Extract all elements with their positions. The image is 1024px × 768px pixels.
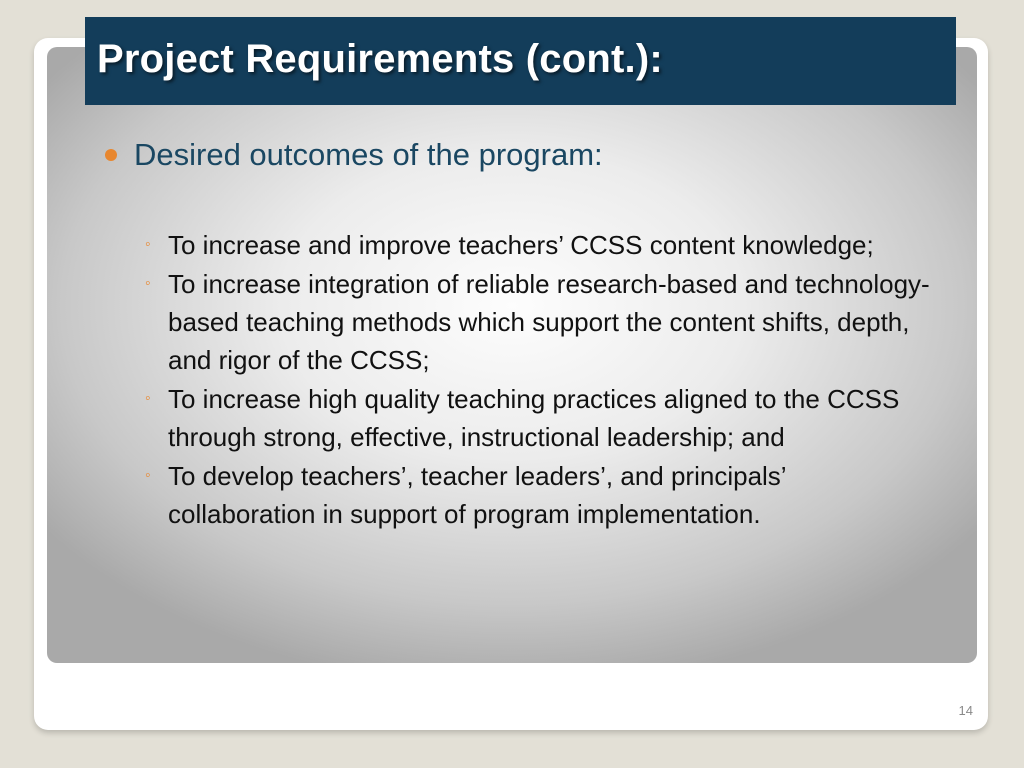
sub-bullet-text: To increase and improve teachers’ CCSS content knowledge; xyxy=(168,230,874,260)
slide-number: 14 xyxy=(958,703,973,718)
sub-bullet-item xyxy=(145,457,945,533)
sub-bullet-list xyxy=(105,226,945,533)
sub-bullet-item xyxy=(145,226,945,264)
sub-bullet-text: To increase high quality teaching practices aligned to the CCSS through strong, effective, instructional leadership; and xyxy=(168,384,900,452)
sub-bullet-icon: ◦ xyxy=(145,390,151,407)
slide-content xyxy=(105,134,945,534)
sub-bullet-icon: ◦ xyxy=(145,275,151,292)
sub-bullet-icon: ◦ xyxy=(145,236,151,253)
bullet-item xyxy=(105,134,945,176)
bullet-text: Desired outcomes of the program: xyxy=(134,137,603,172)
slide-title: Project Requirements (cont.): xyxy=(97,36,663,81)
sub-bullet-text: To develop teachers’, teacher leaders’, and principals’ collaboration in support of program implementation. xyxy=(168,461,786,529)
sub-bullet-item xyxy=(145,265,945,379)
title-bar xyxy=(85,17,956,105)
sub-bullet-text: To increase integration of reliable research-based and technology-based teaching methods which support the content shifts, depth, and rigor of the CCSS; xyxy=(168,269,930,375)
bullet-dot-icon xyxy=(105,149,117,161)
sub-bullet-icon: ◦ xyxy=(145,467,151,484)
sub-bullet-item xyxy=(145,380,945,456)
